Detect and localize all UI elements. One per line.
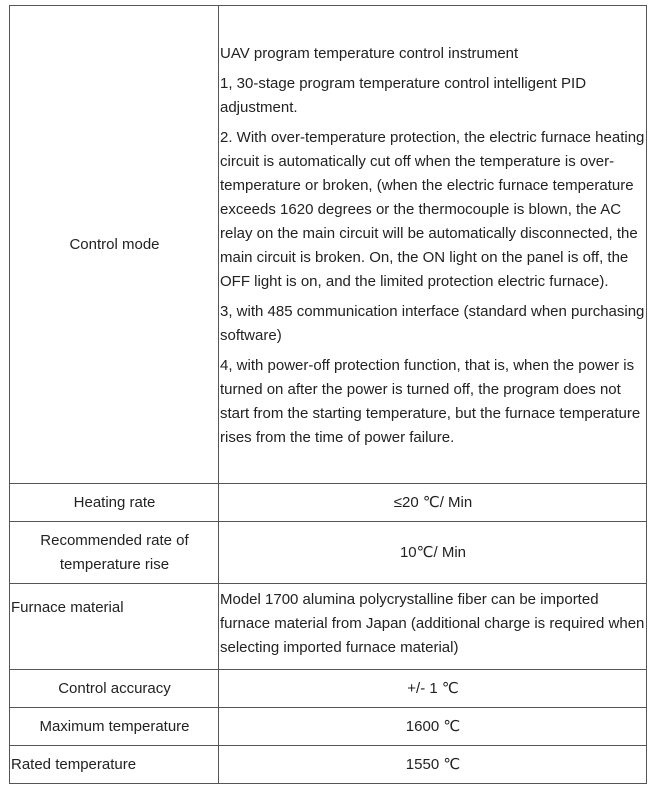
table-row-maximum-temperature [10,708,647,746]
heating-rate-value: ≤20 ℃/ Min [219,484,647,522]
control-mode-value [219,6,647,484]
furnace-material-label: Furnace material [10,584,219,670]
control-accuracy-label: Control accuracy [10,670,219,708]
control-mode-label: Control mode [10,6,219,484]
control-mode-point-3: 3, with 485 communication interface (standard when purchasing software) [220,303,645,344]
recommended-rate-label: Recommended rate of temperature rise [10,522,219,584]
table-row-control-mode [10,6,647,484]
spec-table [9,5,647,784]
table-row-recommended-rate [10,522,647,584]
maximum-temperature-value: 1600 ℃ [219,708,647,746]
rated-temperature-label: Rated temperature [10,746,219,784]
table-row-control-accuracy [10,670,647,708]
control-mode-point-4: 4, with power-off protection function, that is, when the power is turned on after the power is turned off, the program does not start from the starting temperature, but the furnace temperature rises from the time of power failure. [220,357,641,446]
recommended-rate-value: 10℃/ Min [219,522,647,584]
furnace-material-value: Model 1700 alumina polycrystalline fiber can be imported furnace material from Japan (additional charge is required when selecting imported furnace material) [219,584,647,670]
heating-rate-label: Heating rate [10,484,219,522]
table-row-rated-temperature [10,746,647,784]
control-mode-point-1: 1, 30-stage program temperature control intelligent PID adjustment. [220,75,587,116]
rated-temperature-value: 1550 ℃ [219,746,647,784]
control-accuracy-value: +/- 1 ℃ [219,670,647,708]
control-mode-point-2: 2. With over-temperature protection, the electric furnace heating circuit is automatically cut off when the temperature is over-temperature or broken, (when the electric furnace temperature exceeds 1620 degrees or the thermocouple is blown, the AC relay on the main circuit will be automatically disconnected, the main circuit is broken. On, the ON light on the panel is off, the OFF light is on, and the limited protection electric furnace). [220,129,645,290]
control-mode-title: UAV program temperature control instrument [220,45,519,62]
table-row-furnace-material [10,584,647,670]
maximum-temperature-label: Maximum temperature [10,708,219,746]
table-row-heating-rate [10,484,647,522]
